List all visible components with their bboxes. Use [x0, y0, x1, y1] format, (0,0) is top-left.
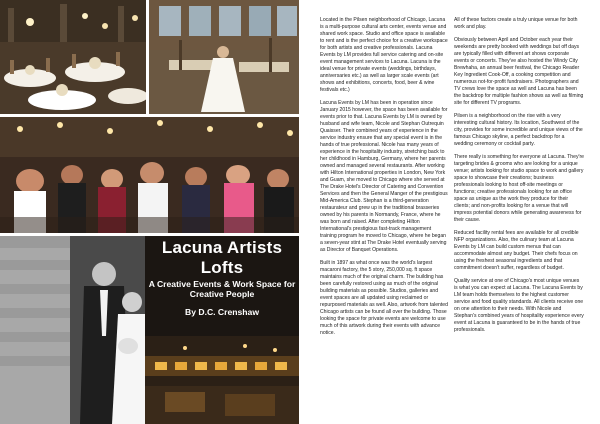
- couple-portrait-photo: [0, 236, 145, 424]
- text-column-left: [320, 17, 448, 343]
- article-title: Lacuna Artists Lofts: [161, 238, 283, 277]
- paragraph: Reduced facility rental fees are available for all credible NFP organizations. Also, the culinary team at Lacuna Events by LM can build custom menus that can accommodate almost any budget. Their chefs focus on using the freshest seasonal ingredients and that commitment doesn't suffer, regardless of budget.: [454, 230, 579, 271]
- paragraph: Located in the Pilsen neighborhood of Chicago, Lacuna is a multi-purpose cultural arts center, events venue and shared work space. Studio and office space is available to rent and is the perfect choice for a creative workspace for both artists and creative professionals. Lacuna Events by LM provides full service catering and on-site event management services to Lacuna. Lacuna is the ideal venue for private events (weddings, birthdays, anniversaries etc.) as well as larger scale events (art shows and exhibitions, concerts, food, beer & wine festivals etc.): [320, 17, 448, 93]
- paragraph: Built in 1897 as what once was the world's largest macaroni factory, the 5 story, 250,000 sq. ft space maintains much of the original charm. The building has been carefully restored using as much of the original building materials as possible. Studios, galleries and event spaces are all updated using reclaimed or repurposed materials as well. Also, artwork from talented Chicago artists can be found all over the building. Those looking the space for private events are welcome to use much of this artwork during their events with advance notice.: [320, 260, 448, 336]
- article-subtitle: A Creative Events & Work Space for Creative People: [148, 279, 296, 299]
- paragraph: Quality service at one of Chicago's most unique venues is what you can expect at Lacuna. The Lacuna Events by LM team holds themselves to the highest customer service and food quality standards. All clients receive one on one attention to their needs. With Nicole and Stephan's combined years of hospitality experience every event at Lacuna is guaranteed to be in the hands of true professionals.: [454, 278, 584, 333]
- paragraph: There really is something for everyone at Lacuna. They're targeting brides & grooms who are looking for a unique venue; artists looking for studio space to work and gallery space to showcase their creations; business professionals looking to host off-site meetings or functions; creative professionals looking for an office space as unique as the work they produce for their clients; and non-profits looking for a venue that will impress potential donors while generating awareness for their cause.: [454, 154, 584, 223]
- paragraph: Pilsen is a neighborhood on the rise with a very interesting cultural history. Its location, Southwest of the city, provides for some incredible and unique views of the famous Chicago skyline, a perfect backdrop for a wedding ceremony or cocktail party.: [454, 113, 583, 147]
- paragraph: All of these factors create a truly unique venue for both work and play.: [454, 17, 578, 30]
- article-byline: By D.C. Crenshaw: [184, 307, 260, 317]
- article-title-block: [146, 238, 298, 317]
- text-column-right: [454, 17, 584, 340]
- dance-party-photo: [0, 117, 299, 233]
- paragraph: Lacuna Events by LM has been in operation since January 2015 however, the space has been available for events prior to that. Lacuna Events by LM is owned by husband and wife team, Nicole and Stephan Outrequin Quaisser. Their combined years of experience in the service industry ensure that any special event is in the hands of true professional. Nicole has many years of experience in the hospitality industry, stretching back to her childhood in Hamburg, Germany, where her parents owned and managed several restaurants. After working with Hilton International properties in London, New York and Guam, she moved to Chicago where she served at The Drake Hotel's Director of Catering and Convention Services and then the General Manger of the prestigious Mid-America Club. Stephan is a third-generation restaurateur and grew up in the traditional brasseries owned by his parents in Normandy, France, where he was born and raised. After completing Hilton International's prestigious fast-track management training program he moved to Chicago, where he began a seven-year stint at The Drake Hotel eventually serving as Director of Banquet Operations.: [320, 100, 448, 253]
- venue-interior-photo: [149, 0, 299, 114]
- dining-hall-photo: [0, 0, 146, 114]
- paragraph: Obviously between April and October each year their weekends are pretty booked with weddings but off days are typically filled with different art shows corporate events or concerts. They've also hosted the Windy City Brewhaha, an annual beer festival, the Chicago Reader Key Ingredient Cook-Off, a cooking competition and numerous not-for-profit fundraisers. Photographers and TV crews love the space as well and Lacuna has been the backdrop for multiple fashion shows as well as filming site for different TV programs.: [454, 37, 584, 106]
